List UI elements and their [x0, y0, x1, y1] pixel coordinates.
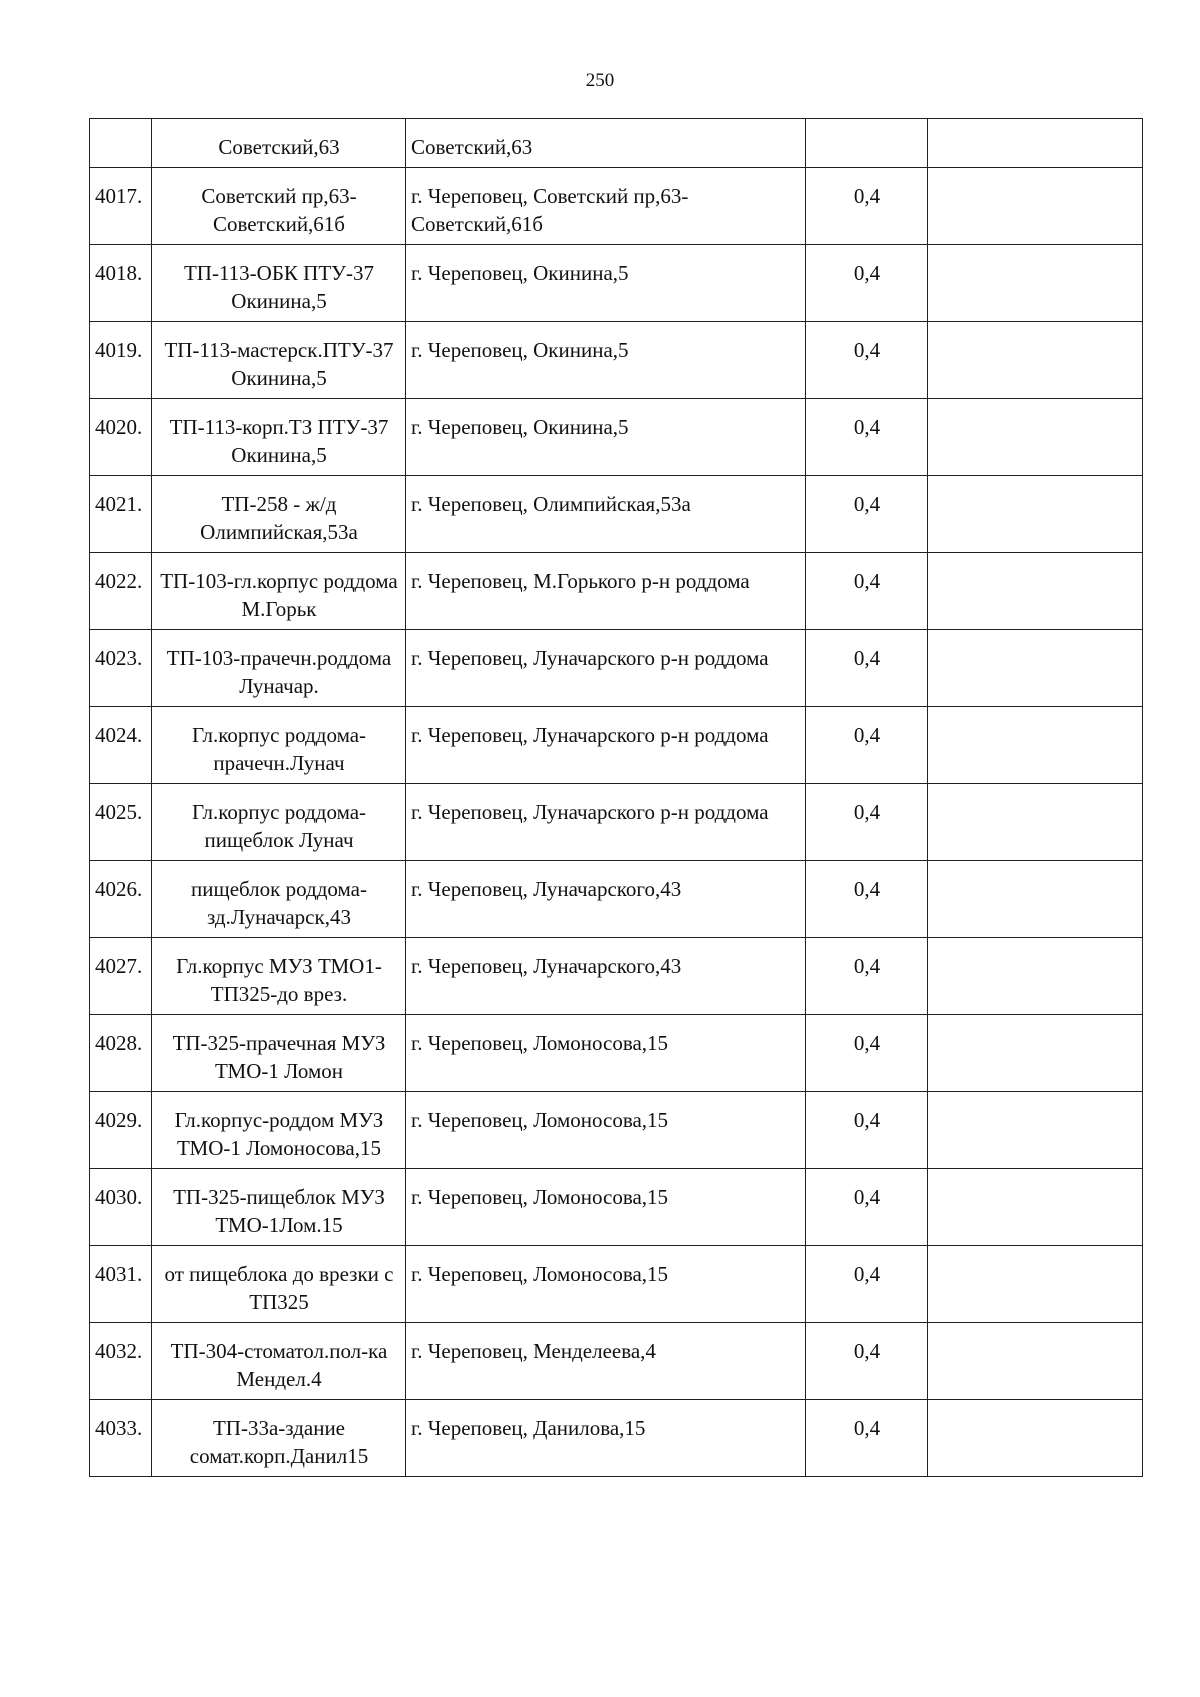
line-name: ТП-304-стоматол.пол-ка Мендел.4	[152, 1323, 406, 1400]
line-address: г. Череповец, М.Горького р-н роддома	[406, 553, 806, 630]
table-row	[90, 399, 1143, 476]
line-address: г. Череповец, Ломоносова,15	[406, 1092, 806, 1169]
line-name: ТП-325-пищеблок МУЗ ТМО-1Лом.15	[152, 1169, 406, 1246]
line-name: ТП-325-прачечная МУЗ ТМО-1 Ломон	[152, 1015, 406, 1092]
line-voltage: 0,4	[806, 322, 928, 399]
row-number: 4021.	[90, 476, 152, 553]
line-extra	[928, 245, 1143, 322]
row-number: 4023.	[90, 630, 152, 707]
line-voltage: 0,4	[806, 1246, 928, 1323]
line-extra	[928, 630, 1143, 707]
line-name: пищеблок роддома-зд.Луначарск,43	[152, 861, 406, 938]
table-row	[90, 861, 1143, 938]
line-address: Советский,63	[406, 119, 806, 168]
table-row	[90, 476, 1143, 553]
line-name: ТП-33а-здание сомат.корп.Данил15	[152, 1400, 406, 1477]
line-extra	[928, 399, 1143, 476]
table-row	[90, 1246, 1143, 1323]
line-extra	[928, 1169, 1143, 1246]
row-number	[90, 119, 152, 168]
table-row	[90, 1323, 1143, 1400]
line-address: г. Череповец, Ломоносова,15	[406, 1246, 806, 1323]
table-row	[90, 784, 1143, 861]
line-voltage: 0,4	[806, 399, 928, 476]
line-address: г. Череповец, Менделеева,4	[406, 1323, 806, 1400]
row-number: 4019.	[90, 322, 152, 399]
row-number: 4027.	[90, 938, 152, 1015]
row-number: 4022.	[90, 553, 152, 630]
table-row	[90, 1015, 1143, 1092]
line-voltage: 0,4	[806, 553, 928, 630]
line-address: г. Череповец, Луначарского р-н роддома	[406, 630, 806, 707]
line-address: г. Череповец, Олимпийская,53а	[406, 476, 806, 553]
line-voltage: 0,4	[806, 476, 928, 553]
line-name: Гл.корпус МУЗ ТМО1-ТП325-до врез.	[152, 938, 406, 1015]
row-number: 4020.	[90, 399, 152, 476]
line-voltage: 0,4	[806, 938, 928, 1015]
row-number: 4024.	[90, 707, 152, 784]
line-extra	[928, 1400, 1143, 1477]
row-number: 4033.	[90, 1400, 152, 1477]
line-extra	[928, 322, 1143, 399]
line-name: Советский,63	[152, 119, 406, 168]
line-name: от пищеблока до врезки с ТП325	[152, 1246, 406, 1323]
row-number: 4028.	[90, 1015, 152, 1092]
line-extra	[928, 168, 1143, 245]
table-row	[90, 245, 1143, 322]
line-voltage: 0,4	[806, 245, 928, 322]
table-row	[90, 1092, 1143, 1169]
table-row	[90, 119, 1143, 168]
row-number: 4032.	[90, 1323, 152, 1400]
line-voltage: 0,4	[806, 861, 928, 938]
data-table	[89, 118, 1143, 1477]
line-name: ТП-103-прачечн.роддома Луначар.	[152, 630, 406, 707]
line-extra	[928, 707, 1143, 784]
line-address: г. Череповец, Окинина,5	[406, 322, 806, 399]
line-extra	[928, 938, 1143, 1015]
line-name: ТП-113-корп.ТЗ ПТУ-37 Окинина,5	[152, 399, 406, 476]
line-voltage: 0,4	[806, 630, 928, 707]
line-voltage: 0,4	[806, 1015, 928, 1092]
line-address: г. Череповец, Ломоносова,15	[406, 1015, 806, 1092]
line-voltage: 0,4	[806, 168, 928, 245]
line-name: ТП-258 - ж/д Олимпийская,53а	[152, 476, 406, 553]
row-number: 4017.	[90, 168, 152, 245]
line-extra	[928, 553, 1143, 630]
line-address: г. Череповец, Окинина,5	[406, 245, 806, 322]
line-name: Гл.корпус роддома-прачечн.Лунач	[152, 707, 406, 784]
line-voltage: 0,4	[806, 1169, 928, 1246]
line-voltage: 0,4	[806, 1092, 928, 1169]
line-name: ТП-113-ОБК ПТУ-37 Окинина,5	[152, 245, 406, 322]
line-extra	[928, 119, 1143, 168]
line-extra	[928, 1015, 1143, 1092]
line-extra	[928, 1323, 1143, 1400]
line-voltage: 0,4	[806, 707, 928, 784]
line-address: г. Череповец, Луначарского,43	[406, 938, 806, 1015]
line-address: г. Череповец, Окинина,5	[406, 399, 806, 476]
row-number: 4031.	[90, 1246, 152, 1323]
row-number: 4018.	[90, 245, 152, 322]
line-address: г. Череповец, Советский пр,63-Советский,61б	[406, 168, 806, 245]
table-row	[90, 168, 1143, 245]
line-extra	[928, 784, 1143, 861]
table-row	[90, 707, 1143, 784]
line-voltage	[806, 119, 928, 168]
line-voltage: 0,4	[806, 784, 928, 861]
line-extra	[928, 861, 1143, 938]
line-address: г. Череповец, Ломоносова,15	[406, 1169, 806, 1246]
line-name: ТП-113-мастерск.ПТУ-37 Окинина,5	[152, 322, 406, 399]
table-row	[90, 1400, 1143, 1477]
line-extra	[928, 476, 1143, 553]
line-extra	[928, 1092, 1143, 1169]
page-number: 250	[585, 70, 615, 91]
row-number: 4025.	[90, 784, 152, 861]
line-name: Гл.корпус-роддом МУЗ ТМО-1 Ломоносова,15	[152, 1092, 406, 1169]
row-number: 4030.	[90, 1169, 152, 1246]
table-row	[90, 1169, 1143, 1246]
table-row	[90, 322, 1143, 399]
line-address: г. Череповец, Луначарского,43	[406, 861, 806, 938]
table-row	[90, 553, 1143, 630]
line-name: ТП-103-гл.корпус роддома М.Горьк	[152, 553, 406, 630]
line-extra	[928, 1246, 1143, 1323]
table-row	[90, 630, 1143, 707]
row-number: 4026.	[90, 861, 152, 938]
line-address: г. Череповец, Луначарского р-н роддома	[406, 784, 806, 861]
line-address: г. Череповец, Данилова,15	[406, 1400, 806, 1477]
line-address: г. Череповец, Луначарского р-н роддома	[406, 707, 806, 784]
line-voltage: 0,4	[806, 1400, 928, 1477]
table-row	[90, 938, 1143, 1015]
line-name: Гл.корпус роддома-пищеблок Лунач	[152, 784, 406, 861]
line-name: Советский пр,63-Советский,61б	[152, 168, 406, 245]
line-voltage: 0,4	[806, 1323, 928, 1400]
row-number: 4029.	[90, 1092, 152, 1169]
